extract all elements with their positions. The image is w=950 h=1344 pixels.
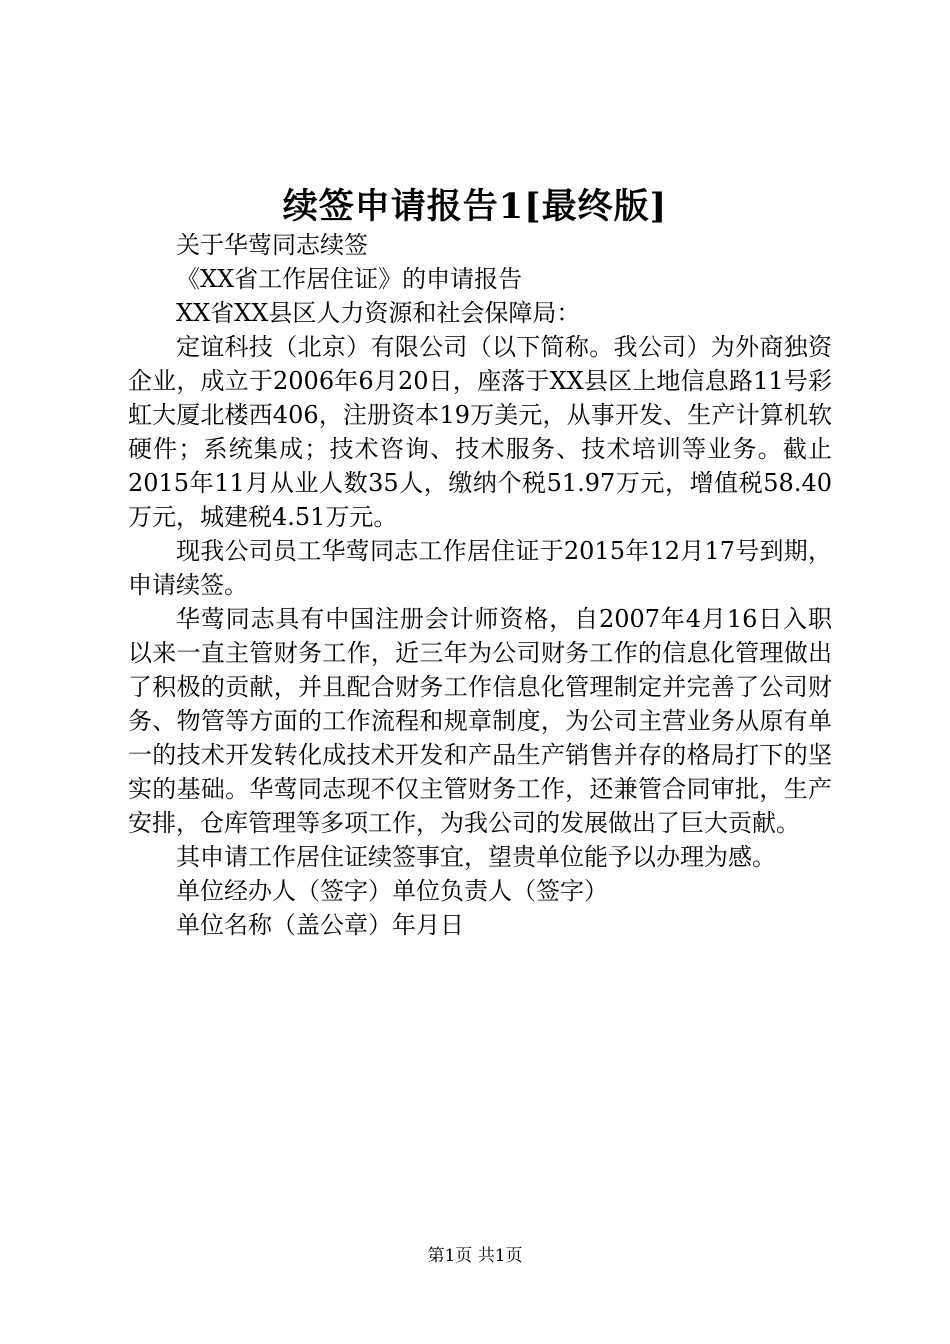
document-title: 续签申请报告1[最终版] [282, 186, 668, 227]
page-footer: 第1页 共1页 [427, 1246, 523, 1266]
subject-line-2: 《XX省工作居住证》的申请报告 [176, 265, 523, 293]
request-paragraph: 其申请工作居住证续签事宜，望贵单位能予以办理为感。 [176, 843, 776, 871]
seal-date-line: 单位名称（盖公章）年月日 [176, 911, 464, 939]
subject-line-1: 关于华莺同志续签 [176, 231, 368, 259]
signature-line: 单位经办人（签字）单位负责人（签字） [176, 877, 608, 905]
expiry-paragraph: 现我公司员工华莺同志工作居住证于2015年12月17号到期，申请续签。 [128, 537, 832, 599]
qualification-paragraph: 华莺同志具有中国注册会计师资格，自2007年4月16日入职以来一直主管财务工作，近三年为公司财务工作的信息化管理做出了积极的贡献，并且配合财务工作信息化管理制定并完善了公司财务、物管等方面的工作流程和规章制度，为公司主营业务从原有单一的技术开发转化成技术开发和产品生产销售并存的格局打下的坚实的基础。华莺同志现不仅主管财务工作，还兼管合同审批，生产安排，仓库管理等多项工作，为我公司的发展做出了巨大贡献。 [128, 605, 832, 837]
document-body [128, 228, 832, 942]
company-intro-paragraph: 定谊科技（北京）有限公司（以下简称。我公司）为外商独资企业，成立于2006年6月20日，座落于XX县区上地信息路11号彩虹大厦北楼西406，注册资本19万美元，从事开发、生产计算机软硬件；系统集成；技术咨询、技术服务、技术培训等业务。截止2015年11月从业人数35人，缴纳个税51.97万元，增值税58.40万元，城建税4.51万元。 [128, 333, 832, 531]
recipient-line: XX省XX县区人力资源和社会保障局： [176, 299, 581, 327]
